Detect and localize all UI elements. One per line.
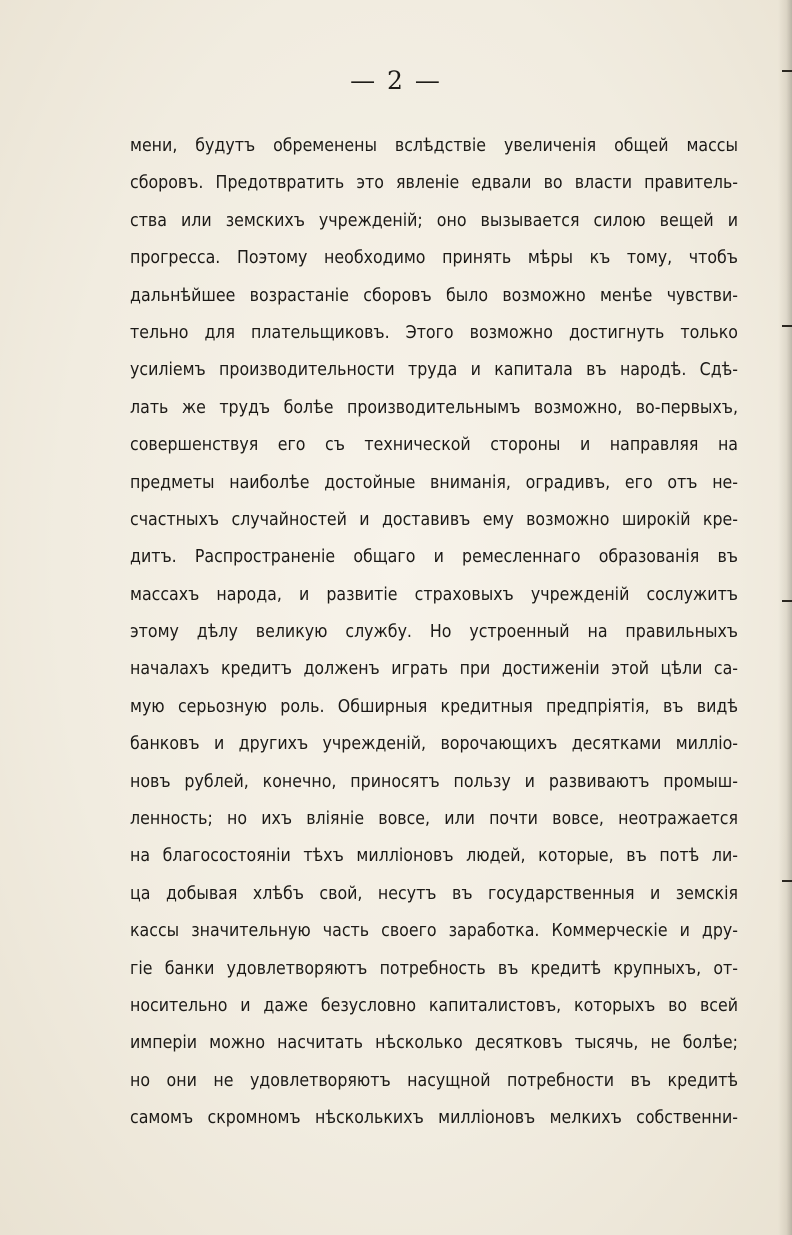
- text-line: массахъ народа, и развитіе страховыхъ учрежденій сослужитъ: [130, 584, 738, 605]
- text-line: самомъ скромномъ нѣсколькихъ милліоновъ мелкихъ собственни-: [130, 1108, 738, 1129]
- text-line: на благосостояніи тѣхъ милліоновъ людей, которые, въ потѣ ли-: [130, 846, 738, 867]
- text-line: кассы значительную часть своего заработка. Коммерческіе и дру-: [130, 921, 738, 942]
- text-line: прогресса. Поэтому необходимо принять мѣры къ тому, чтобъ: [130, 248, 738, 269]
- text-line: предметы наиболѣе достойные вниманія, оградивъ, его отъ не-: [130, 472, 738, 493]
- margin-mark: [782, 70, 792, 72]
- text-line: банковъ и другихъ учрежденій, ворочающихъ десятками милліо-: [130, 734, 738, 755]
- text-line: усиліемъ производительности труда и капитала въ народѣ. Сдѣ-: [130, 360, 738, 381]
- body-text: [130, 128, 738, 1138]
- text-line: имперіи можно насчитать нѣсколько десятковъ тысячь, не болѣе;: [130, 1033, 738, 1054]
- text-line: лать же трудъ болѣе производительнымъ возможно, во-первыхъ,: [130, 397, 738, 418]
- text-line: новъ рублей, конечно, приносятъ пользу и развиваютъ промыш-: [130, 771, 738, 792]
- page-edge-shadow: [778, 0, 792, 1235]
- text-line: мени, будутъ обременены вслѣдствіе увеличенія общей массы: [130, 136, 738, 156]
- page-number: — 2 —: [350, 66, 442, 95]
- text-line: мую серьозную роль. Обширныя кредитныя предпріятія, въ видѣ: [130, 696, 738, 717]
- text-line: ленность; но ихъ вліяніе вовсе, или почти вовсе, неотражается: [130, 809, 738, 830]
- text-line: счастныхъ случайностей и доставивъ ему возможно широкій кре-: [130, 509, 738, 530]
- margin-mark: [782, 325, 792, 327]
- margin-mark: [782, 880, 792, 882]
- text-line: ства или земскихъ учрежденій; оно вызывается силою вещей и: [130, 210, 738, 231]
- text-line: но они не удовлетворяютъ насущной потребности въ кредитѣ: [130, 1070, 738, 1091]
- text-line: тельно для плательщиковъ. Этого возможно достигнуть только: [130, 322, 738, 343]
- text-line: ца добывая хлѣбъ свой, несутъ въ государственныя и земскія: [130, 883, 738, 904]
- margin-mark: [782, 600, 792, 602]
- text-line: дитъ. Распространеніе общаго и ремесленнаго образованія въ: [130, 547, 738, 568]
- text-line: гіе банки удовлетворяютъ потребность въ кредитѣ крупныхъ, от-: [130, 958, 738, 979]
- text-line: этому дѣлу великую службу. Но устроенный на правильныхъ: [130, 622, 738, 643]
- text-line: совершенствуя его съ технической стороны и направляя на: [130, 435, 738, 456]
- text-line: носительно и даже безусловно капиталистовъ, которыхъ во всей: [130, 995, 738, 1016]
- text-line: сборовъ. Предотвратить это явленіе едвали во власти правитель-: [130, 173, 738, 194]
- text-line: дальнѣйшее возрастаніе сборовъ было возможно менѣе чувстви-: [130, 285, 738, 306]
- text-line: началахъ кредитъ долженъ играть при достиженіи этой цѣли са-: [130, 659, 738, 680]
